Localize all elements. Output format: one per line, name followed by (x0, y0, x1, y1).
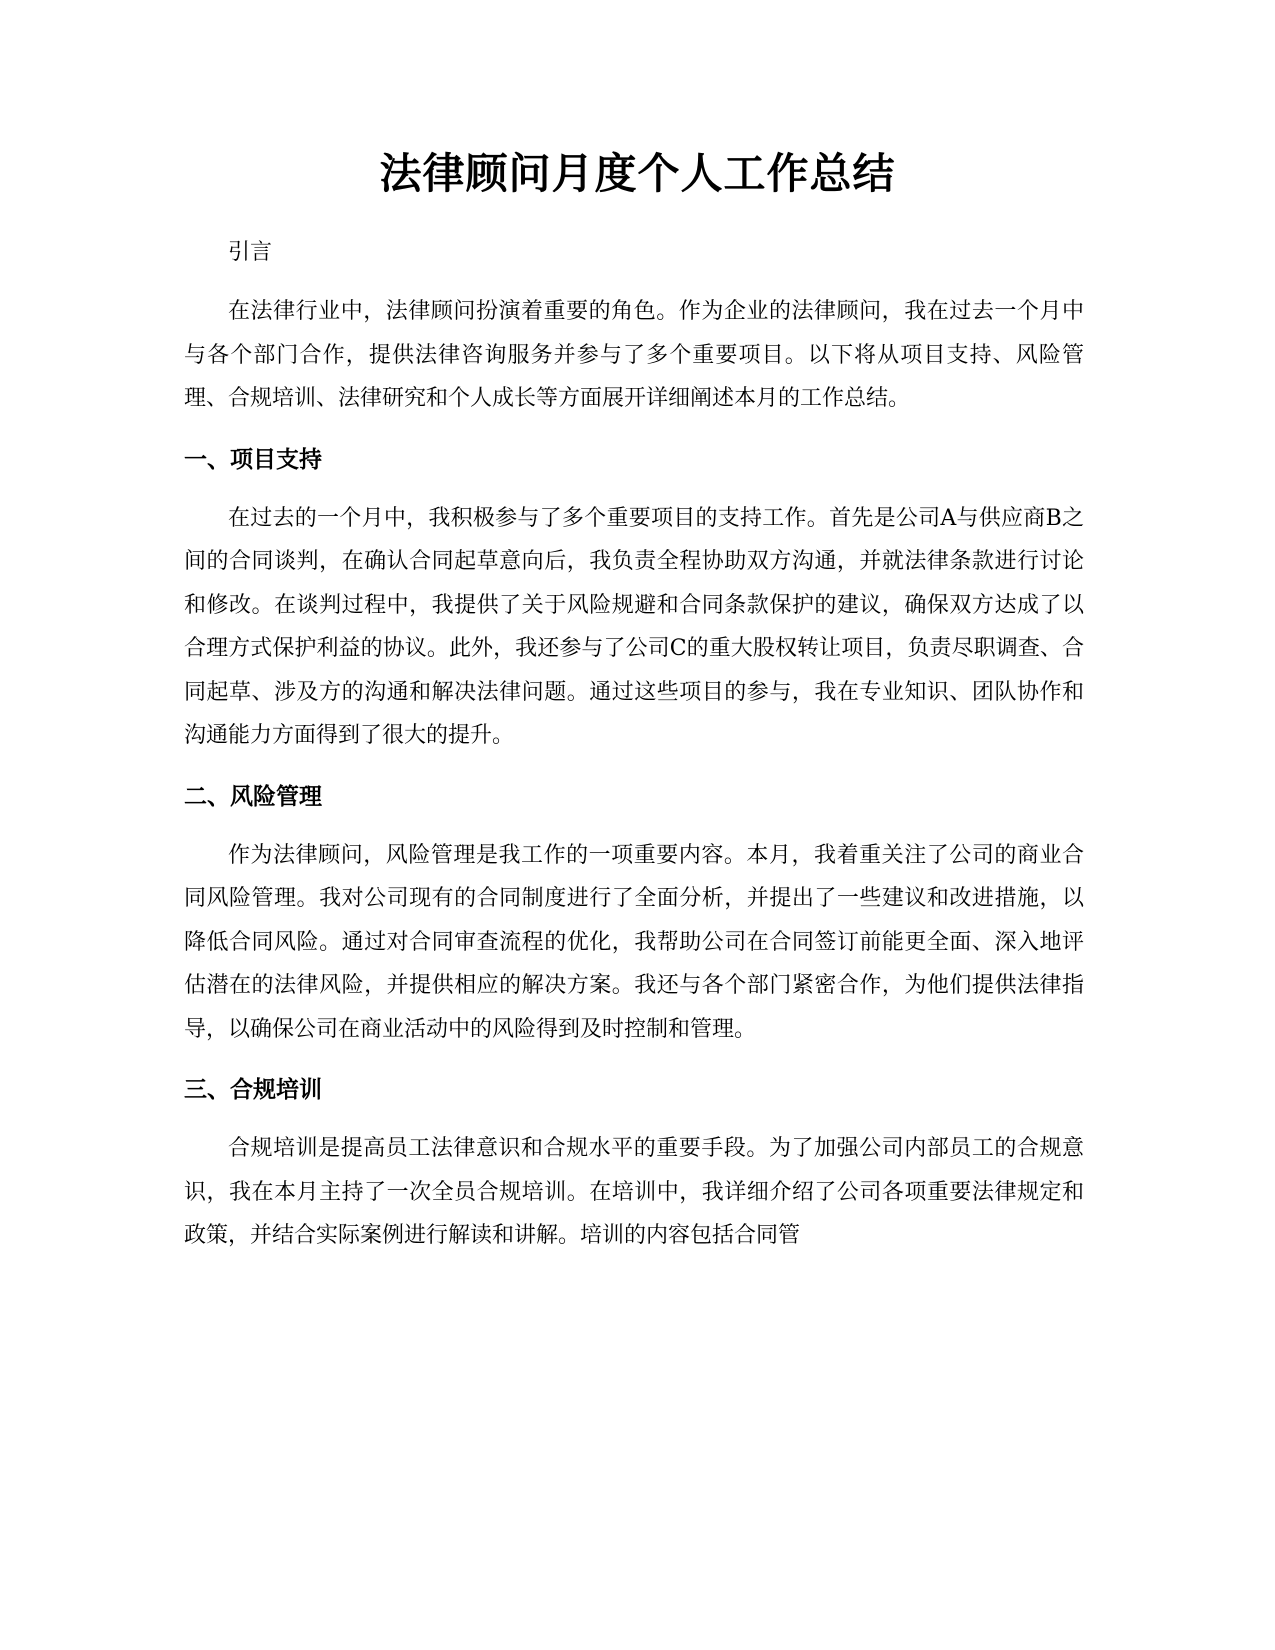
section-heading-risk-management: 二、风险管理 (184, 783, 322, 810)
intro-label: 引言 (228, 240, 273, 265)
intro-paragraph: 在法律行业中，法律顾问扮演着重要的角色。作为企业的法律顾问，我在过去一个月中与各个部门合作，提供法律咨询服务并参与了多个重要项目。以下将从项目支持、风险管理、合规培训、法律研究和个人成长等方面展开详细阐述本月的工作总结。 (184, 299, 1084, 411)
section-heading-project-support: 一、项目支持 (184, 446, 322, 473)
section-heading-compliance-training: 三、合规培训 (184, 1077, 322, 1103)
section-paragraph-risk-management: 作为法律顾问，风险管理是我工作的一项重要内容。本月，我着重关注了公司的商业合同风险管理。我对公司现有的合同制度进行了全面分析，并提出了一些建议和改进措施，以降低合同风险。通过对合同审查流程的优化，我帮助公司在合同签订前能更全面、深入地评估潜在的法律风险，并提供相应的解决方案。我还与各个部门紧密合作，为他们提供法律指导，以确保公司在商业活动中的风险得到及时控制和管理。 (184, 842, 1084, 1042)
document-body (184, 236, 1084, 1280)
section-paragraph-project-support: 在过去的一个月中，我积极参与了多个重要项目的支持工作。首先是公司A与供应商B之间的合同谈判，在确认合同起草意向后，我负责全程协助双方沟通，并就法律条款进行讨论和修改。在谈判过程中，我提供了关于风险规避和合同条款保护的建议，确保双方达成了以合理方式保护利益的协议。此外，我还参与了公司C的重大股权转让项目，负责尽职调查、合同起草、涉及方的沟通和解决法律问题。通过这些项目的参与，我在专业知识、团队协作和沟通能力方面得到了很大的提升。 (184, 505, 1084, 748)
section-paragraph-compliance-training: 合规培训是提高员工法律意识和合规水平的重要手段。为了加强公司内部员工的合规意识，我在本月主持了一次全员合规培训。在培训中，我详细介绍了公司各项重要法律规定和政策，并结合实际案例进行解读和讲解。培训的内容包括合同管 (184, 1136, 1084, 1248)
document-title: 法律顾问月度个人工作总结 (379, 149, 896, 198)
